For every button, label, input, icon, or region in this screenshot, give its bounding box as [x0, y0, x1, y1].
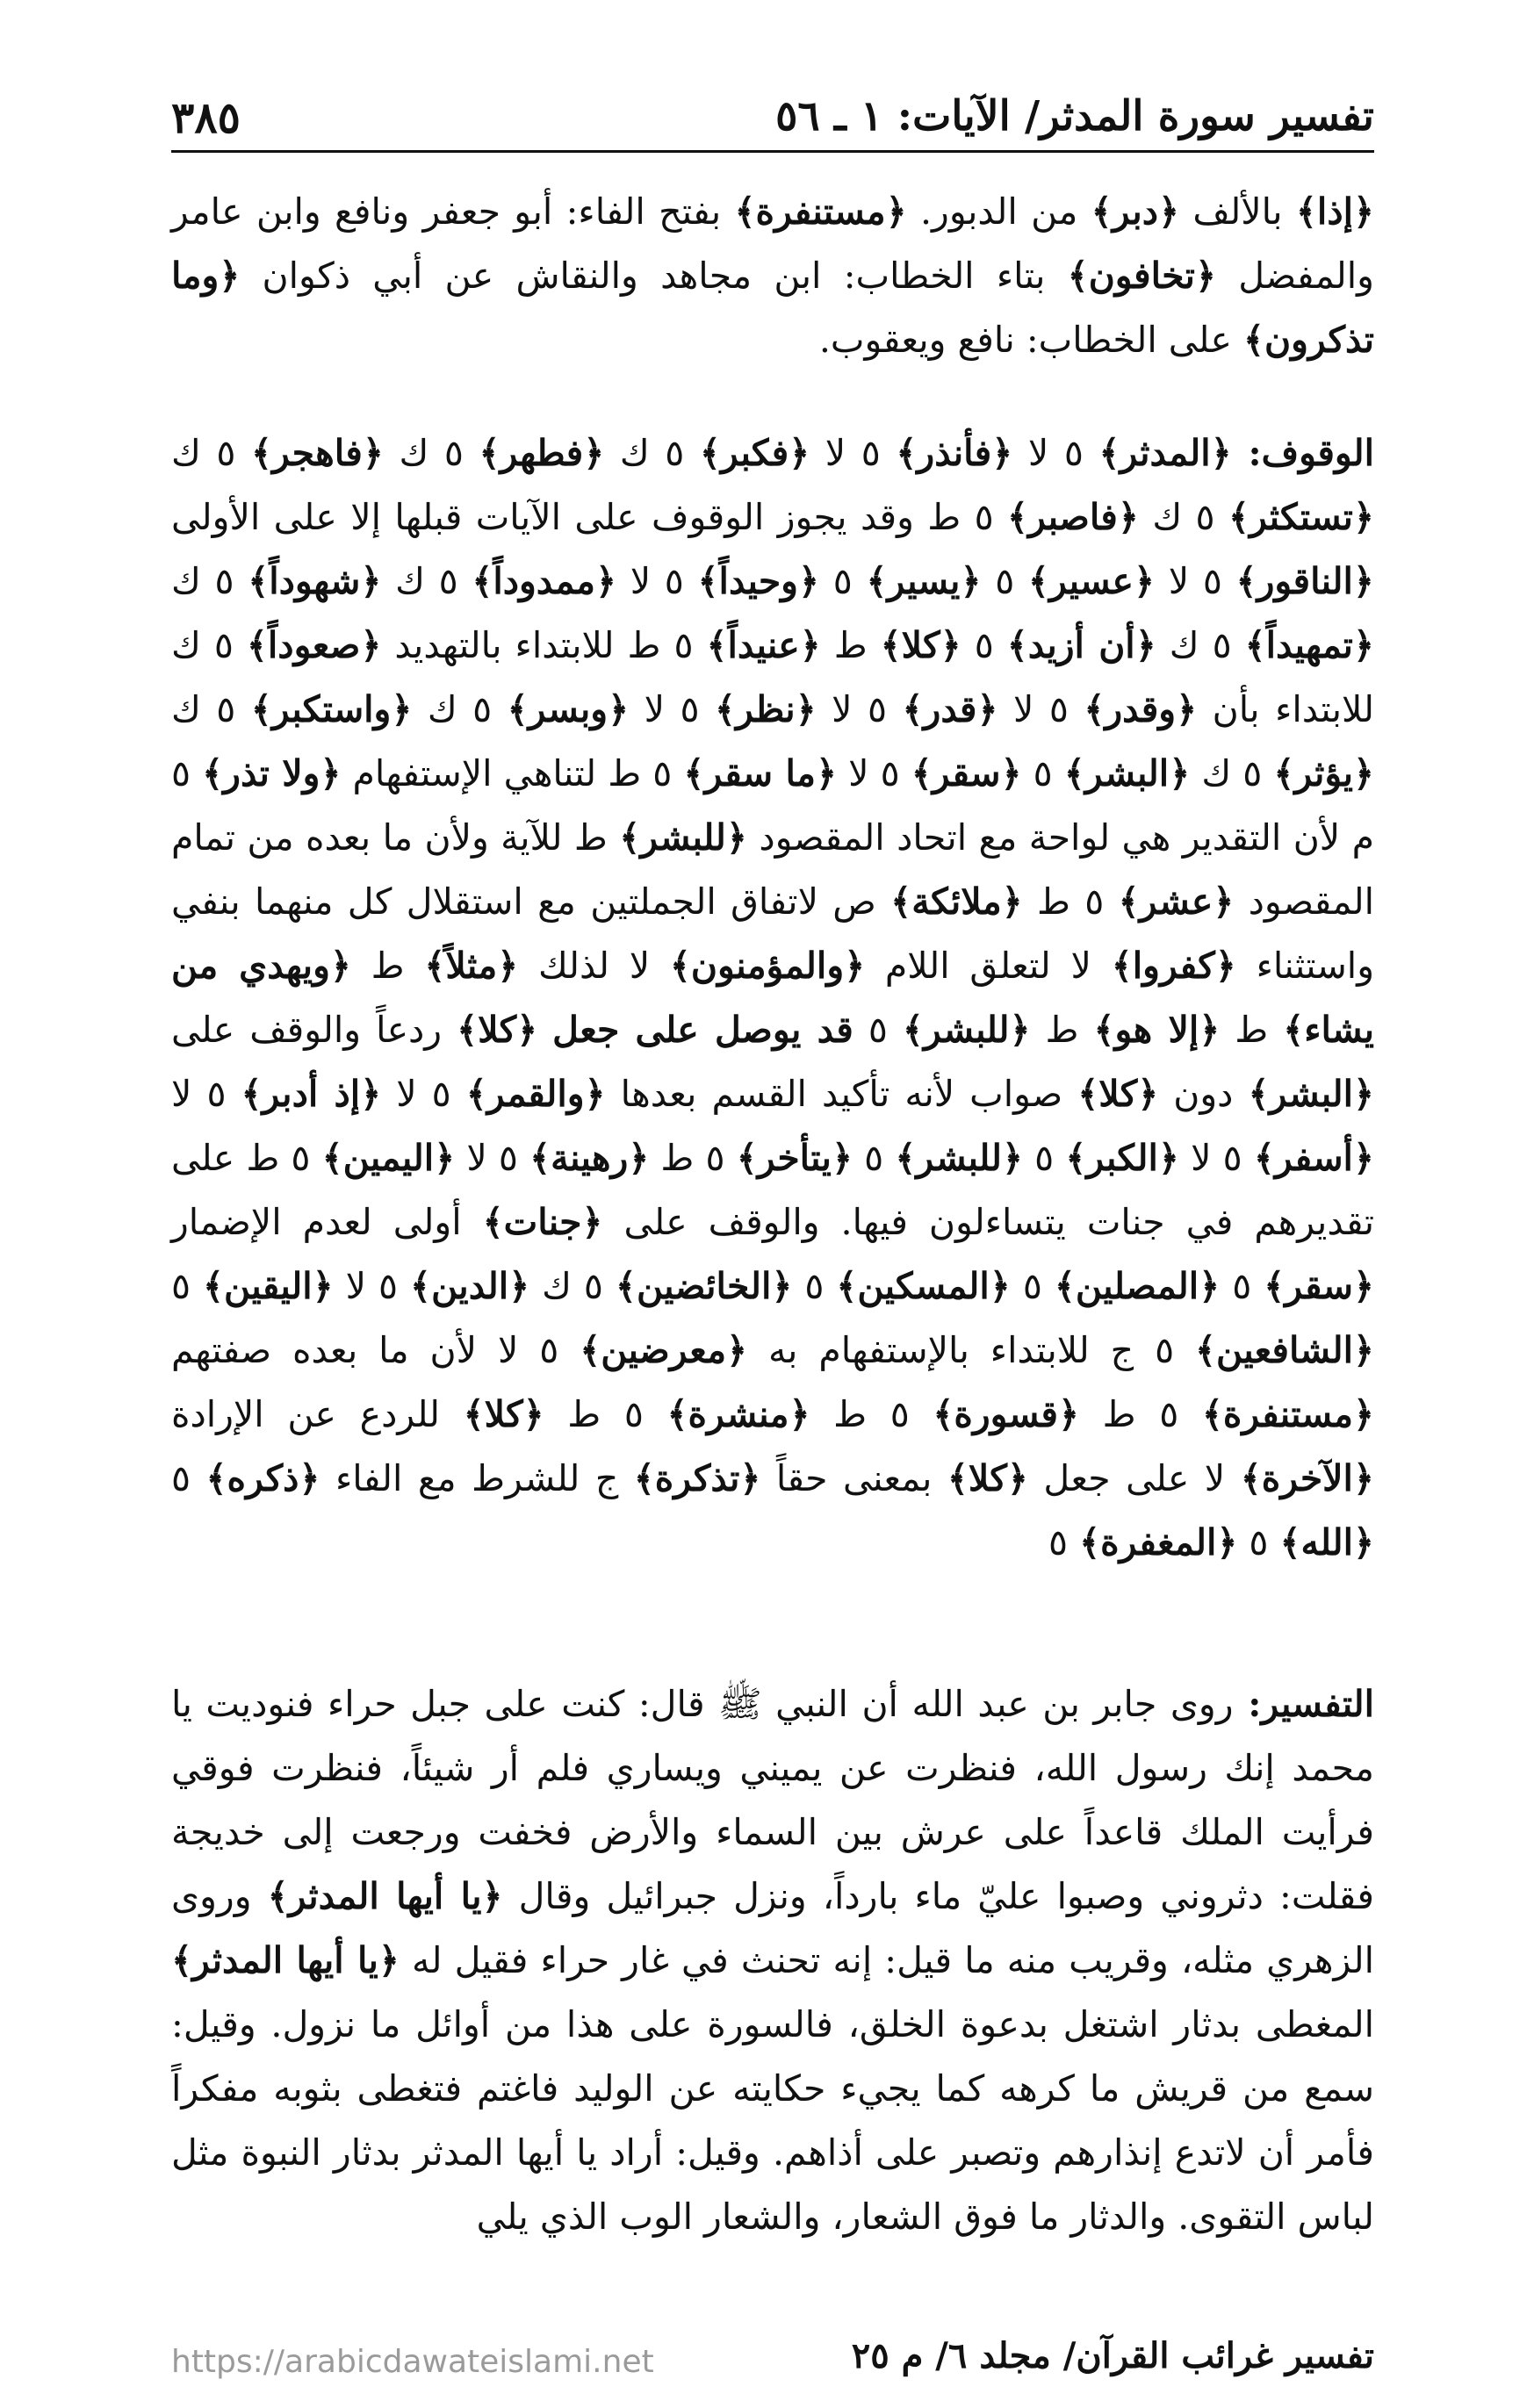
bold-segment: ﴿قسورة﴾ [933, 1393, 1080, 1435]
text-segment: ج للشرط مع الفاء [320, 1457, 634, 1499]
bold-segment: ﴿الخائضين﴾ [615, 1265, 793, 1307]
bold-segment: ﴿المسكين﴾ [836, 1265, 1011, 1307]
bold-segment: ﴿فكبر﴾ [699, 432, 810, 474]
bold-segment: ﴿كلا﴾ [1077, 1073, 1159, 1115]
bold-segment: ﴿كلا﴾ [463, 1393, 544, 1435]
bold-segment: ﴿تستكثر﴾ [1228, 496, 1374, 538]
signature-line: تفسير غرائب القرآن/ مجلد ٦/ م ٢٥ [851, 2335, 1374, 2376]
text-segment: ٥ لا [616, 560, 698, 602]
text-segment: ٥ [852, 1137, 896, 1179]
bold-segment: ﴿كلا﴾ [880, 624, 961, 666]
bold-segment: ﴿يؤثر﴾ [1273, 752, 1375, 794]
text-segment: ٥ [1237, 1521, 1280, 1563]
text-segment: ٥ ط [1079, 1393, 1202, 1435]
text-segment: ٥ ك [171, 560, 248, 602]
text-segment: ٥ [1220, 1265, 1264, 1307]
text-segment: ٥ ك [1156, 624, 1245, 666]
bold-segment: ﴿فاصبر﴾ [1006, 496, 1139, 538]
bold-segment: ﴿للبشر﴾ [895, 1137, 1024, 1179]
bold-segment: ﴿المغفرة﴾ [1079, 1521, 1238, 1563]
bold-segment: ﴿الله﴾ [1279, 1521, 1374, 1563]
bold-segment: ﴿سقر﴾ [1264, 1265, 1374, 1307]
bold-segment: ﴿البشر﴾ [1063, 752, 1191, 794]
bold-segment: ﴿ملائكة﴾ [890, 881, 1023, 923]
bold-segment: ﴿عنيداً﴾ [706, 624, 821, 666]
bold-segment: ﴿للبشر﴾ [619, 816, 747, 859]
text-segment: لا لتعلق اللام [865, 945, 1112, 987]
text-segment: ٥ ط [544, 1393, 667, 1435]
text-segment: بالألف [1179, 190, 1296, 233]
text-segment: بمعنى حقاً [760, 1457, 947, 1499]
text-segment: ٥ لا [381, 1073, 466, 1115]
text-segment: ٥ لا لأن ما بعده صفتهم [171, 1329, 580, 1371]
text-segment: ٥ ج للابتداء بالإستفهام به [747, 1329, 1196, 1371]
text-segment: ٥ [171, 1265, 204, 1307]
text-segment: لا على جعل [1027, 1457, 1241, 1499]
text-segment: ٥ لا [1178, 1137, 1254, 1179]
page-number: ٣٨٥ [171, 92, 241, 143]
bold-segment: ﴿سقر﴾ [911, 752, 1022, 794]
bold-segment: قد يوصل على جعل [552, 1009, 853, 1051]
running-header [171, 92, 1374, 153]
text-segment: ٥ ط [810, 1393, 933, 1435]
bold-segment: ﴿تخافون﴾ [1067, 255, 1216, 297]
text-segment: ٥ ك [604, 432, 700, 474]
bold-segment: ﴿الكبر﴾ [1065, 1137, 1179, 1179]
bold-segment: ﴿البشر﴾ [1248, 1073, 1374, 1115]
text-segment: ٥ [1048, 1521, 1080, 1563]
text-segment: ٥ لا [629, 688, 715, 730]
bold-segment: ﴿مستنفرة﴾ [1201, 1393, 1375, 1435]
text-segment: أولى لعدم الإضمار [171, 1201, 483, 1243]
text-segment: ٥ [171, 1457, 206, 1499]
bold-segment: ﴿معرضين﴾ [580, 1329, 748, 1371]
text-segment: المغطى بدثار اشتغل بدعوة الخلق، فالسورة على هذا من أوائل ما نزول. وقيل: سمع من قريش ما كرهه كما يجيء حكايته عن الوليد فاغتم فتغطى بثوبه مفكراً فأمر أن لاتدع إنذارهم وتصبر على أذاهم. وقيل: أراد يا أيها المدثر بدثار النبوة مثل لباس التقوى. والدثار ما فوق الشعار، والشعار الوب الذي يلي [171, 2003, 1374, 2238]
text-segment: ٥ لا [997, 688, 1084, 730]
bold-segment: ﴿أن أزيد﴾ [1006, 624, 1156, 666]
bold-segment: ﴿وما تذكرون﴾ [171, 255, 1374, 361]
text-segment: ٥ لا [816, 688, 903, 730]
bold-segment: ﴿رهينة﴾ [529, 1137, 650, 1179]
text-segment: ٥ ك [412, 688, 508, 730]
text-segment: ٥ [819, 560, 867, 602]
text-segment: ٥ لا [836, 752, 911, 794]
bold-segment: التفسير: [1233, 1683, 1374, 1725]
bold-segment: ﴿صعوداً﴾ [246, 624, 382, 666]
waqf-paragraph [171, 421, 1374, 1575]
text-segment: ٥ [792, 1265, 837, 1307]
readings-paragraph [171, 180, 1374, 372]
text-segment: ٥ لا [810, 432, 897, 474]
bold-segment: ﴿وبسر﴾ [507, 688, 630, 730]
text-segment: ط [350, 945, 425, 987]
bold-segment: ﴿يا أيها المدثر﴾ [267, 1875, 503, 1917]
tafsir-paragraph [171, 1672, 1374, 2249]
text-segment: ط [820, 624, 881, 666]
text-segment: ٥ ك للابتداء بأن [171, 624, 1374, 730]
bold-segment: ﴿مثلاً﴾ [424, 945, 519, 987]
text-segment: صواب لأنه تأكيد القسم بعدها [605, 1073, 1078, 1115]
text-segment: بتاء الخطاب: ابن مجاهد والنقاش عن أبي ذكوان [240, 255, 1068, 297]
bold-segment: ﴿تذكرة﴾ [633, 1457, 761, 1499]
text-segment: ٥ ك [171, 432, 252, 474]
text-segment: ٥ ك [529, 1265, 616, 1307]
text-segment: ٥ [1010, 1265, 1055, 1307]
text-segment: ٥ لا [455, 1137, 530, 1179]
text-segment: ٥ ك [381, 560, 472, 602]
text-segment [537, 1009, 552, 1051]
text-segment: ٥ ط [649, 1137, 737, 1179]
bold-segment: ﴿الناقور﴾ [1235, 560, 1374, 602]
bold-segment: ﴿ما سقر﴾ [683, 752, 837, 794]
watermark-url: https://arabicdawateislami.net [171, 2344, 654, 2380]
text-segment: ردعاً والوقف على [171, 1009, 457, 1051]
text-segment: ٥ لا [1155, 560, 1236, 602]
bold-segment: ﴿جنات﴾ [482, 1201, 603, 1243]
text-segment: للردع عن الإرادة [171, 1393, 464, 1435]
bold-segment: ﴿قدر﴾ [902, 688, 998, 730]
bold-segment: ﴿وحيداً﴾ [697, 560, 820, 602]
bold-segment: ﴿والمؤمنون﴾ [669, 945, 866, 987]
bold-segment: ﴿فطهر﴾ [479, 432, 605, 474]
bold-segment: ﴿ولا تذر﴾ [202, 752, 342, 794]
text-segment: ط [1220, 1009, 1284, 1051]
bold-segment: ﴿ممدوداً﴾ [472, 560, 616, 602]
bold-segment: الوقوف: [1231, 432, 1374, 474]
text-segment: دون [1158, 1073, 1249, 1115]
text-segment: ٥ ط لتناهي الإستفهام [341, 752, 684, 794]
bold-segment: ﴿منشرة﴾ [666, 1393, 810, 1435]
bold-segment: ﴿للبشر﴾ [902, 1009, 1031, 1051]
bold-segment: ﴿المصلين﴾ [1054, 1265, 1221, 1307]
text-segment: بفتح الفاء: أبو جعفر ونافع وابن عامر والمفضل [171, 190, 1374, 297]
bold-segment: ﴿اليمين﴾ [321, 1137, 456, 1179]
bold-segment: ﴿نظر﴾ [714, 688, 817, 730]
bold-segment: ﴿عشر﴾ [1118, 881, 1235, 923]
bold-segment: ﴿مستنفرة﴾ [734, 190, 907, 233]
text-segment: ٥ ط على تقديرهم في جنات يتساءلون فيها. والوقف على [171, 1137, 1375, 1243]
bold-segment: ﴿عسير﴾ [1027, 560, 1156, 602]
text-segment: ط [1030, 1009, 1094, 1051]
bold-segment: ﴿كلا﴾ [457, 1009, 538, 1051]
text-segment: ٥ [1023, 1137, 1066, 1179]
text-segment: ٥ ط للابتداء بالتهديد [381, 624, 707, 666]
bold-segment: ﴿شهوداً﴾ [248, 560, 382, 602]
text-segment: على الخطاب: نافع ويعقوب. [818, 319, 1243, 361]
bold-segment: ﴿والقمر﴾ [465, 1073, 606, 1115]
text-segment: ٥ م لأن التقدير هي لواحة مع اتحاد المقصود [171, 752, 1374, 859]
text-segment: ٥ ط وقد يجوز الوقوف على الآيات قبلها إلا على الأولى [171, 496, 1007, 538]
bold-segment: ﴿كفروا﴾ [1111, 945, 1236, 987]
bold-segment: ﴿كلا﴾ [947, 1457, 1028, 1499]
bold-segment: ﴿يتأخر﴾ [736, 1137, 853, 1179]
text-segment: ٥ لا [333, 1265, 411, 1307]
text-segment: ٥ ك [171, 688, 251, 730]
bold-segment: ﴿يسير﴾ [866, 560, 982, 602]
bold-segment: ﴿المدثر﴾ [1098, 432, 1232, 474]
bold-segment: ﴿أسفر﴾ [1253, 1137, 1374, 1179]
text-segment: روى جابر بن عبد الله أن النبي ﷺ قال: كنت على جبل حراء فنوديت يا محمد إنك رسول الله، فنظرت عن يميني ويساري فلم أر شيئاً، فنظرت فوقي فرأيت الملك قاعداً على عرش بين السماء والأرض فخفت ورجعت إلى خديجة فقلت: دثروني وصبوا عليّ ماء بارداً، ونزل جبرائيل وقال [171, 1683, 1374, 1917]
bold-segment: ﴿الشافعين﴾ [1195, 1329, 1374, 1371]
bold-segment: ﴿دبر﴾ [1091, 190, 1180, 233]
bold-segment: ﴿يا أيها المدثر﴾ [171, 1939, 400, 1981]
bold-segment: ﴿إذ أدبر﴾ [241, 1073, 382, 1115]
text-segment: ص لاتفاق الجملتين مع استقلال كل منهما بنفي واستثناء [171, 881, 1374, 987]
text-segment: ٥ ط [1022, 881, 1119, 923]
bold-segment: ﴿فاهجر﴾ [251, 432, 384, 474]
text-segment: ٥ [853, 1009, 903, 1051]
bold-segment: ﴿واستكبر﴾ [250, 688, 413, 730]
text-segment: ط للآية ولأن ما بعده من تمام المقصود [171, 816, 1374, 923]
bold-segment: ﴿الآخرة﴾ [1240, 1457, 1374, 1499]
page-footer [171, 2335, 1374, 2388]
text-segment: ٥ ك [1190, 752, 1274, 794]
text-segment: ٥ [981, 560, 1028, 602]
text-segment: لا لذلك [518, 945, 670, 987]
bold-segment: ﴿ويهدي من يشاء﴾ [171, 945, 1374, 1051]
text-segment: ٥ لا [1012, 432, 1099, 474]
bold-segment: ﴿الدين﴾ [410, 1265, 530, 1307]
text-segment: وروى الزهري مثله، وقريب منه ما قيل: إنه تحنث في غار حراء فقيل له [171, 1875, 1374, 1981]
text-segment: ٥ [1021, 752, 1064, 794]
bold-segment: ﴿تمهيداً﴾ [1244, 624, 1374, 666]
bold-segment: ﴿إلا هو﴾ [1093, 1009, 1221, 1051]
text-segment: ٥ [961, 624, 1007, 666]
bold-segment: ﴿فأنذر﴾ [896, 432, 1013, 474]
text-segment: من الدبور. [906, 190, 1091, 233]
bold-segment: ﴿إذا﴾ [1295, 190, 1374, 233]
text-segment: ٥ لا [171, 1073, 241, 1115]
text-segment: ٥ ك [383, 432, 479, 474]
bold-segment: ﴿وقدر﴾ [1084, 688, 1198, 730]
text-segment: ٥ ك [1138, 496, 1228, 538]
bold-segment: ﴿ذكره﴾ [205, 1457, 320, 1499]
running-title: تفسير سورة المدثر/ الآيات: ١ ـ ٥٦ [775, 92, 1374, 140]
bold-segment: ﴿اليقين﴾ [203, 1265, 334, 1307]
